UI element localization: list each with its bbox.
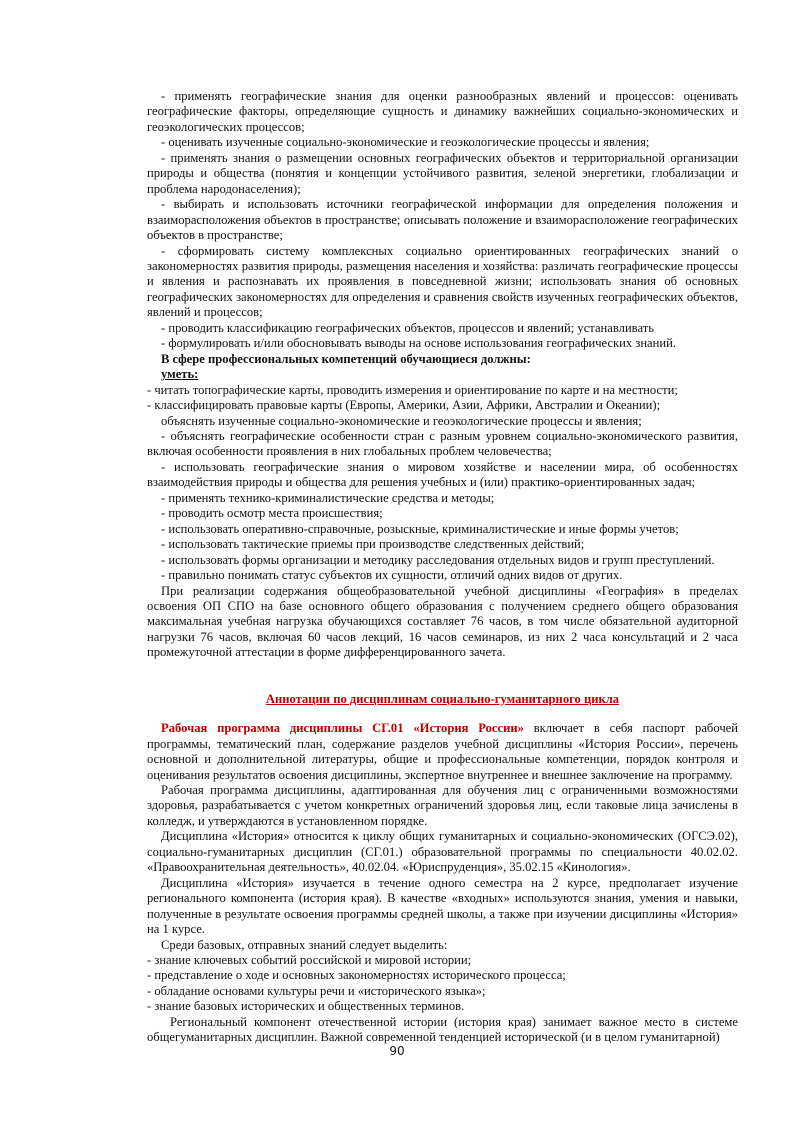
- section-geography: [147, 89, 738, 661]
- paragraph: - знание ключевых событий российской и мировой истории;: [147, 953, 472, 968]
- paragraph: - знание базовых исторических и общественных терминов.: [147, 999, 465, 1014]
- paragraph: Региональный компонент отечественной истории (история края) занимает важное место в системе общегуманитарных дисциплин. Важной современной тенденцией исторической (и в целом гуманитарной): [147, 1014, 738, 1045]
- paragraph: - сформировать систему комплексных социально ориентированных географических знаний о закономерностях развития природы, размещения населения и хозяйства: различать географические процессы и явления и распознавать их проявления в повседневной жизни; использовать знания об основных географических закономерностях для определения и сравнения свойств изученных географических объектов, явлений и процессов;: [147, 243, 738, 320]
- paragraph: - проводить осмотр места происшествия;: [161, 506, 383, 521]
- paragraph: Рабочая программа дисциплины, адаптированная для обучения лиц с ограниченными возможностями здоровья, разрабатывается с учетом конкретных ограничений здоровья лиц, если таковые лица зачислены в колледж, и утверждаются в установленном порядке.: [147, 783, 738, 828]
- paragraph: - формулировать и/или обосновывать выводы на основе использования географических знаний.: [161, 336, 677, 351]
- lead-paragraph: [147, 721, 738, 783]
- paragraph: - классифицировать правовые карты (Европы, Америки, Азии, Африки, Австралии и Океании);: [147, 398, 661, 413]
- section-title: Аннотации по дисциплинам социально-гуманитарного цикла: [265, 691, 620, 706]
- paragraph: - оценивать изученные социально-экономические и геоэкологические процессы и явления;: [161, 135, 650, 150]
- paragraph: - использовать тактические приемы при производстве следственных действий;: [161, 537, 585, 552]
- page-number: 90: [389, 1044, 405, 1058]
- section-history: [147, 783, 738, 1046]
- paragraph: Среди базовых, отправных знаний следует выделить:: [161, 937, 448, 952]
- paragraph: - применять географические знания для оценки разнообразных явлений и процессов: оценивать географические факторы, определяющие сущность и динамику важнейших социально-экономических и геоэкологических процессов;: [147, 89, 738, 134]
- paragraph: - использовать формы организации и методику расследования отдельных видов и групп преступлений.: [161, 552, 715, 567]
- paragraph: - применять знания о размещении основных географических объектов и территориальной организации природы и общества (понятия и концепции устойчивого развития, зеленой энергетики, глобализации и проблема народонаселения);: [147, 150, 738, 196]
- paragraph: Дисциплина «История» изучается в течение одного семестра на 2 курсе, предполагает изучение регионального компонента (история края). В качестве «входных» используются знания, умения и навыки, полученные в результате освоения программы средней школы, а также при изучении дисциплины «История» на 1 курсе.: [147, 875, 738, 937]
- paragraph: - правильно понимать статус субъектов их сущности, отличий одних видов от других.: [161, 568, 623, 583]
- paragraph: уметь:: [161, 367, 199, 382]
- paragraph: - объяснять географические особенности стран с разным уровнем социально-экономического развития, включая особенности проявления в них глобальных проблем человечества;: [147, 428, 738, 459]
- paragraph: - использовать географические знания о мировом хозяйстве и населении мира, об особенностях взаимодействия природы и общества для решения учебных и (или) практико-ориентированных задач;: [147, 459, 738, 490]
- paragraph: - выбирать и использовать источники географической информации для определения положения и взаиморасположения объектов в пространстве; описывать положение и взаиморасположение географических объектов в пространстве;: [147, 197, 738, 243]
- paragraph: Дисциплина «История» относится к циклу общих гуманитарных и социально-экономических (ОГСЭ.02), социально-гуманитарных дисциплин (СГ.01.) образовательной программы по специальности 40.02.02. «Правоохранительная деятельность», 40.02.04. «Юриспруденция», 35.02.15 «Кинология».: [147, 829, 738, 875]
- paragraph: - представление о ходе и основных закономерностях исторического процесса;: [147, 968, 566, 983]
- document-body: [147, 89, 738, 1046]
- paragraph: - читать топографические карты, проводить измерения и ориентирование по карте и на местности;: [147, 382, 678, 397]
- paragraph: - обладание основами культуры речи и «исторического языка»;: [147, 983, 486, 998]
- lead-text: включает в себя паспорт рабочей программы, тематический план, содержание разделов учебной дисциплины «История России», перечень основной и дополнительной литературы, общие и профессиональные компетенции, порядок контроля и оценивания результатов освоения дисциплины, экспертное внутреннее и внешнее заключение на программу.: [147, 721, 738, 782]
- paragraph: объяснять изученные социально-экономические и геоэкологические процессы и явления;: [161, 413, 642, 428]
- paragraph: В сфере профессиональных компетенций обучающиеся должны:: [161, 351, 531, 366]
- paragraph: - использовать оперативно-справочные, розыскные, криминалистические и иные формы учетов;: [161, 521, 679, 536]
- paragraph: - применять технико-криминалистические средства и методы;: [161, 490, 495, 505]
- paragraph: При реализации содержания общеобразовательной учебной дисциплины «География» в пределах освоения ОП СПО на базе основного общего образования с получением среднего общего образования максимальная учебная нагрузка обучающихся составляет 76 часов, в том числе обязательной аудиторной нагрузки 76 часов, включая 60 часов лекций, 16 часов семинаров, из них 2 часа консультаций и 2 часа промежуточной аттестации в форме дифференцированного зачета.: [147, 583, 738, 660]
- program-title-highlight: Рабочая программа дисциплины СГ.01 «История России»: [161, 721, 524, 736]
- paragraph: - проводить классификацию географических объектов, процессов и явлений; устанавливать: [161, 320, 654, 335]
